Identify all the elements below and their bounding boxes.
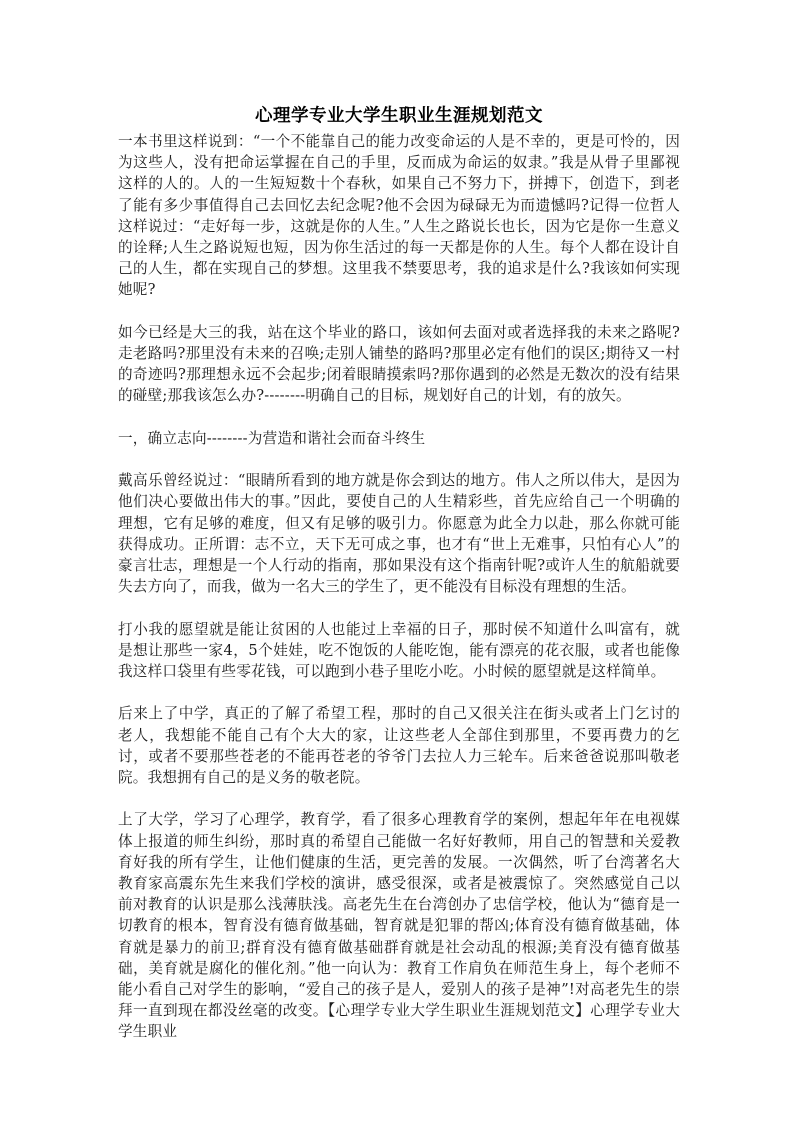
paragraph-intro: 一本书里这样说到：“一个不能靠自己的能力改变命运的人是不幸的，更是可怜的，因为这些人，没有把命运掌握在自己的手里，反而成为命运的奴隶。”我是从骨子里鄙视这样的人的。人的一生短短数十个春秋，如果自己不努力下，拼搏下，创造下，到老了能有多少事值得自己去回忆去纪念呢?他不会因为碌碌无为而遗憾吗?记得一位哲人这样说过：“走好每一步，这就是你的人生。”人生之路说长也长，因为它是你一生意义的诠释;人生之路说短也短，因为你生活过的每一天都是你的人生。每个人都在设计自己的人生，都在实现自己的梦想。这里我不禁要思考，我的追求是什么?我该如何实现她呢? <box>118 133 680 299</box>
section-heading-1: 一，确立志向--------为营造和谐社会而奋斗终生 <box>118 429 426 447</box>
paragraph-childhood: 打小我的愿望就是能让贫困的人也能过上幸福的日子，那时侯不知道什么叫富有，就是想让那些一家4，5个娃娃，吃不饱饭的人能吃饱，能有漂亮的花衣服，或者也能像我这样口袋里有些零花钱，可以跑到小巷子里吃小吃。小时候的愿望就是这样简单。 <box>118 620 680 681</box>
paragraph-ideal: 戴高乐曾经说过：“眼睛所看到的地方就是你会到达的地方。伟人之所以伟大，是因为他们决心要做出伟大的事。”因此，要使自己的人生精彩些，首先应给自己一个明确的理想，它有足够的难度，但又有足够的吸引力。你愿意为此全力以赴，那么你就可能获得成功。正所谓：志不立，天下无可成之事，也才有“世上无难事，只怕有心人”的豪言壮志，理想是一个人行动的指南，那如果没有这个指南针呢?或许人生的航船就要失去方向了，而我，做为一名大三的学生了，更不能没有目标没有理想的生活。 <box>118 472 680 596</box>
paragraph-middle-school: 后来上了中学，真正的了解了希望工程，那时的自己又很关注在街头或者上门乞讨的老人，我想能不能自己有个大大的家，让这些老人全部住到那里，不要再费力的乞讨，或者不要那些苍老的不能再苍老的爷爷门去拉人力三轮车。后来爸爸说那叫敬老院。我想拥有自己的是义务的敬老院。 <box>118 705 680 787</box>
document-title: 心理学专业大学生职业生涯规划范文 <box>255 106 543 126</box>
document-page <box>118 104 680 1064</box>
paragraph-crossroads: 如今已经是大三的我，站在这个毕业的路口，该如何去面对或者选择我的未来之路呢?走老路吗?那里没有未来的召唤;走别人铺垫的路吗?那里必定有他们的误区;期待又一村的奇迹吗?那理想永远不会起步;闭着眼睛摸索吗?那你遇到的必然是无数次的没有结果的碰壁;那我该怎么办?--------明确自己的目标，规划好自己的计划，有的放矢。 <box>118 323 680 405</box>
paragraph-university: 上了大学，学习了心理学，教育学，看了很多心理教育学的案例，想起年年在电视媒体上报道的师生纠纷，那时真的希望自己能做一名好好教师，用自己的智慧和关爱教育好我的所有学生，让他们健康的生活，更完善的发展。一次偶然，听了台湾著名大教育家高震东先生来我们学校的演讲，感受很深，或者是被震惊了。突然感觉自己以前对教育的认识是那么浅薄肤浅。高老先生在台湾创办了忠信学校，他认为“德育是一切教育的根本，智育没有德育做基础，智育就是犯罪的帮凶;体育没有德育做基础，体育就是暴力的前卫;群育没有德育做基础群育就是社会动乱的根源;美育没有德育做基础，美育就是腐化的催化剂。”他一向认为：教育工作肩负在师范生身上，每个老师不能小看自己对学生的影响，“爱自己的孩子是人，爱别人的孩子是神”!对高老先生的崇拜一直到现在都没丝毫的改变。【心理学专业大学生职业生涯规划范文】心理学专业大学生职业 <box>118 811 680 1041</box>
